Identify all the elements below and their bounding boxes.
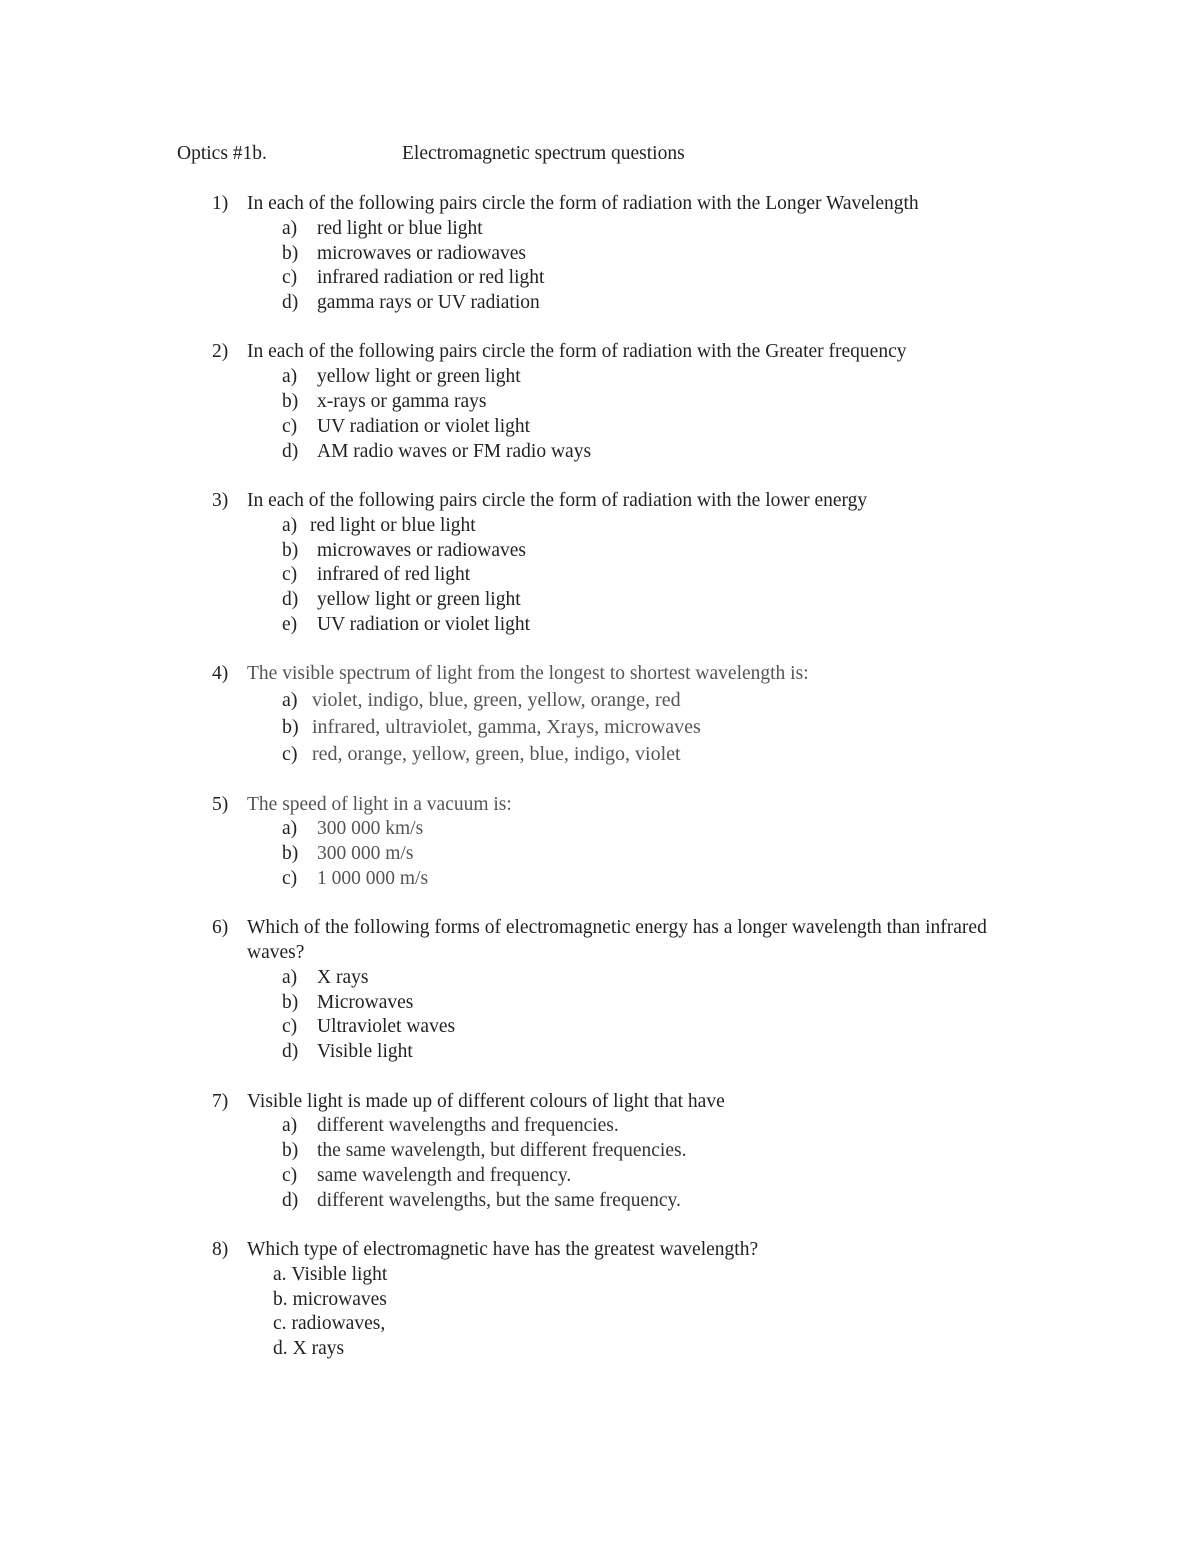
question-list bbox=[212, 192, 1012, 1386]
question-number: 3) bbox=[212, 489, 229, 511]
question-8 bbox=[212, 1238, 1012, 1362]
option-item bbox=[273, 1288, 1012, 1313]
option-text: different wavelengths, but the same frequency. bbox=[317, 1189, 681, 1211]
option-item bbox=[282, 1189, 1012, 1214]
option-letter: a) bbox=[282, 366, 298, 388]
option-letter: e) bbox=[282, 613, 298, 635]
option-list bbox=[282, 966, 1012, 1065]
option-item bbox=[282, 1040, 1012, 1065]
option-letter: c) bbox=[282, 1016, 298, 1038]
question-4 bbox=[212, 662, 1012, 768]
option-text: Microwaves bbox=[317, 991, 414, 1013]
option-text: red light or blue light bbox=[317, 217, 483, 239]
question-text: In each of the following pairs circle the form of radiation with the Greater frequency bbox=[247, 341, 907, 363]
option-letter: a. bbox=[273, 1263, 287, 1285]
question-text: The speed of light in a vacuum is: bbox=[247, 793, 512, 815]
option-text: infrared, ultraviolet, gamma, Xrays, microwaves bbox=[312, 716, 701, 739]
option-item bbox=[282, 1139, 1012, 1164]
question-5 bbox=[212, 793, 1012, 892]
question-3 bbox=[212, 489, 1012, 638]
option-item bbox=[282, 817, 1012, 842]
question-1 bbox=[212, 192, 1012, 316]
option-letter: c) bbox=[282, 743, 298, 766]
option-letter: a) bbox=[282, 818, 298, 840]
option-text: Visible light bbox=[317, 1041, 413, 1063]
question-7 bbox=[212, 1090, 1012, 1214]
option-text: microwaves or radiowaves bbox=[317, 242, 527, 264]
option-item bbox=[282, 217, 1012, 242]
question-number: 1) bbox=[212, 193, 229, 214]
option-item bbox=[282, 867, 1012, 892]
option-letter: a) bbox=[282, 689, 298, 712]
question-number: 6) bbox=[212, 917, 229, 939]
option-letter: b) bbox=[282, 391, 299, 413]
option-item bbox=[282, 390, 1012, 415]
option-letter: d. bbox=[273, 1338, 288, 1360]
option-text: 1 000 000 m/s bbox=[317, 867, 429, 889]
option-item bbox=[282, 741, 1012, 768]
option-item bbox=[282, 242, 1012, 267]
option-text: UV radiation or violet light bbox=[317, 613, 531, 635]
option-text: same wavelength and frequency. bbox=[317, 1164, 572, 1186]
question-number: 4) bbox=[212, 663, 229, 685]
course-label: Optics #1b. bbox=[177, 143, 267, 164]
option-list bbox=[282, 365, 1012, 464]
option-list bbox=[282, 817, 1012, 891]
option-text: X rays bbox=[292, 1338, 345, 1360]
option-text: red light or blue light bbox=[310, 514, 476, 536]
option-letter: c) bbox=[282, 1164, 298, 1186]
option-text: violet, indigo, blue, green, yellow, orange, red bbox=[312, 689, 681, 712]
option-letter: a) bbox=[282, 966, 298, 988]
question-text: In each of the following pairs circle the form of radiation with the lower energy bbox=[247, 489, 868, 511]
option-item bbox=[282, 415, 1012, 440]
question-6 bbox=[212, 916, 1012, 1065]
option-item bbox=[273, 1337, 1012, 1362]
option-letter: a) bbox=[282, 217, 298, 239]
option-letter: d) bbox=[282, 292, 299, 314]
option-letter: c. bbox=[273, 1313, 287, 1335]
question-number: 5) bbox=[212, 793, 229, 815]
option-letter: c) bbox=[282, 267, 298, 289]
option-item bbox=[282, 588, 1012, 613]
question-text: Which of the following forms of electromagnetic energy has a longer wavelength than infrared waves? bbox=[247, 917, 987, 964]
option-letter: b) bbox=[282, 716, 299, 739]
option-text: UV radiation or violet light bbox=[317, 415, 531, 437]
option-item bbox=[282, 563, 1012, 588]
option-text: x-rays or gamma rays bbox=[317, 391, 487, 413]
question-number: 7) bbox=[212, 1090, 229, 1112]
option-item bbox=[282, 1015, 1012, 1040]
option-letter: d) bbox=[282, 1189, 299, 1211]
option-text: Visible light bbox=[291, 1263, 388, 1285]
option-text: infrared of red light bbox=[317, 564, 471, 586]
option-list bbox=[282, 514, 1012, 638]
option-letter: c) bbox=[282, 564, 298, 586]
option-item bbox=[282, 1164, 1012, 1189]
option-item bbox=[282, 714, 1012, 741]
question-text: The visible spectrum of light from the longest to shortest wavelength is: bbox=[247, 663, 809, 685]
option-list bbox=[282, 1114, 1012, 1213]
option-text: X rays bbox=[317, 966, 369, 988]
option-list bbox=[282, 217, 1012, 316]
question-2 bbox=[212, 340, 1012, 464]
option-text: radiowaves, bbox=[291, 1313, 386, 1335]
option-list bbox=[273, 1263, 1012, 1362]
question-number: 8) bbox=[212, 1239, 229, 1260]
option-list bbox=[282, 687, 1012, 768]
option-item bbox=[282, 514, 1012, 539]
option-letter: b) bbox=[282, 1140, 299, 1162]
option-text: gamma rays or UV radiation bbox=[317, 292, 540, 314]
option-letter: d) bbox=[282, 1041, 299, 1063]
option-letter: c) bbox=[282, 867, 298, 889]
option-text: 300 000 km/s bbox=[317, 818, 424, 840]
option-text: different wavelengths and frequencies. bbox=[317, 1115, 619, 1137]
question-text: Which type of electromagnetic have has the greatest wavelength? bbox=[247, 1239, 759, 1260]
option-item bbox=[282, 539, 1012, 564]
option-item bbox=[282, 365, 1012, 390]
option-item bbox=[282, 991, 1012, 1016]
option-item bbox=[282, 291, 1012, 316]
question-number: 2) bbox=[212, 341, 229, 363]
option-text: yellow light or green light bbox=[317, 589, 521, 611]
question-text: In each of the following pairs circle the form of radiation with the Longer Wavelength bbox=[247, 193, 919, 214]
option-item bbox=[282, 440, 1012, 465]
option-text: 300 000 m/s bbox=[317, 843, 414, 865]
option-item bbox=[282, 1114, 1012, 1139]
option-text: Ultraviolet waves bbox=[317, 1016, 456, 1038]
option-text: the same wavelength, but different frequencies. bbox=[317, 1140, 687, 1162]
option-letter: a) bbox=[282, 1115, 298, 1137]
option-item bbox=[282, 687, 1012, 714]
option-letter: b) bbox=[282, 539, 299, 561]
option-letter: b) bbox=[282, 843, 299, 865]
option-text: infrared radiation or red light bbox=[317, 267, 545, 289]
option-item bbox=[282, 266, 1012, 291]
option-text: yellow light or green light bbox=[317, 366, 521, 388]
question-text: Visible light is made up of different colours of light that have bbox=[247, 1090, 725, 1112]
option-letter: b) bbox=[282, 242, 299, 264]
option-text: red, orange, yellow, green, blue, indigo, violet bbox=[312, 743, 681, 766]
option-text: microwaves bbox=[292, 1288, 387, 1310]
option-letter: b) bbox=[282, 991, 299, 1013]
option-letter: b. bbox=[273, 1288, 288, 1310]
document-header bbox=[177, 143, 1077, 169]
option-letter: a) bbox=[282, 514, 298, 536]
option-letter: c) bbox=[282, 415, 298, 437]
option-item bbox=[273, 1312, 1012, 1337]
option-item bbox=[282, 842, 1012, 867]
option-text: AM radio waves or FM radio ways bbox=[317, 440, 592, 462]
option-letter: d) bbox=[282, 440, 299, 462]
option-letter: d) bbox=[282, 589, 299, 611]
option-item bbox=[282, 966, 1012, 991]
option-item bbox=[282, 613, 1012, 638]
option-item bbox=[273, 1263, 1012, 1288]
option-text: microwaves or radiowaves bbox=[317, 539, 527, 561]
worksheet-title: Electromagnetic spectrum questions bbox=[402, 143, 685, 164]
